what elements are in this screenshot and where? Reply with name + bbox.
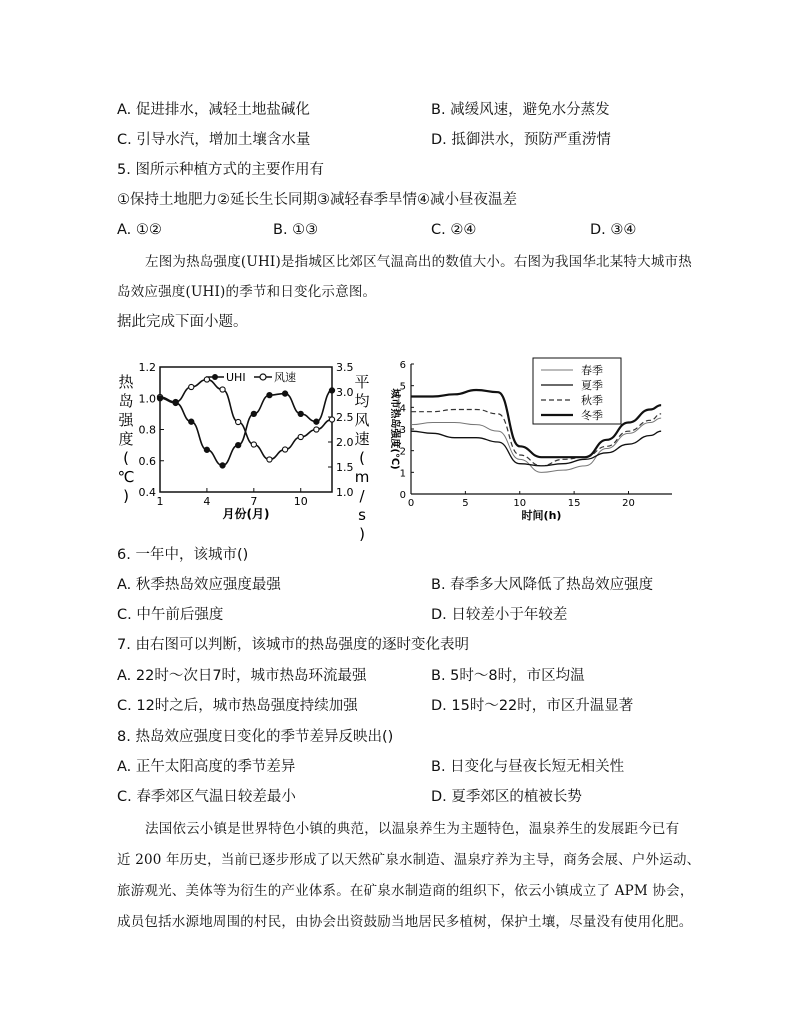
left-ytick-label: 1.2 [138, 361, 156, 374]
intro-line-1: 左图为热岛强度(UHI)是指城区比郊区气温高出的数值大小。右图为我国华北某特大城市热 [145, 254, 692, 270]
uhi-series-point [329, 388, 334, 393]
wind-series-point [298, 434, 303, 439]
left-x-axis-title: 月份(月) [222, 507, 270, 521]
wind-series-line [160, 380, 332, 460]
legend-label-2: 夏季 [581, 379, 603, 392]
q5-option-a: A. ①② [117, 222, 162, 238]
right-y-axis-title-char: 速 [354, 430, 370, 448]
uhi-series-point [189, 419, 194, 424]
intro-line-3: 据此完成下面小题。 [117, 314, 248, 330]
intro-line-2: 岛效应强度(UHI)的季节和日变化示意图。 [117, 284, 377, 300]
uhi-series-line [160, 390, 332, 465]
passage-line-4: 成员包括水源地周围的村民，由协会出资鼓励当地居民多植树，保护土壤，尽量没有使用化肥。 [117, 914, 693, 930]
xtick-label: 10 [513, 498, 527, 509]
right-ytick-label: 3.0 [336, 386, 354, 399]
passage-line-2: 近 200 年历史，当前已逐步形成了以天然矿泉水制造、温泉疗养为主导，商务会展、户外运动、 [117, 852, 701, 868]
legend-wind-label: 风速 [274, 371, 296, 384]
left-xtick-label: 7 [250, 495, 258, 508]
left-xtick-label: 4 [203, 495, 211, 508]
q5-option-c: C. ②④ [431, 222, 477, 238]
right-y-axis-title-char: 风 [354, 411, 370, 429]
x-axis-title: 时间(h) [521, 509, 562, 522]
left-y-axis-title-char: 强 [118, 411, 134, 429]
passage-line-1: 法国依云小镇是世界特色小镇的典范，以温泉养生为主题特色，温泉养生的发展距今已有 [145, 821, 680, 837]
uhi-series-point [298, 411, 303, 416]
left-ytick-label: 0.6 [138, 454, 156, 468]
wind-series-point [282, 447, 287, 452]
q6-stem: 6. 一年中，该城市() [117, 547, 249, 563]
q7-option-c: C. 12时之后，城市热岛强度持续加强 [117, 698, 358, 714]
left-xtick-label: 10 [293, 495, 308, 508]
right-y-axis-title-char: ( [359, 449, 365, 467]
left-y-axis-title-char: 度 [118, 430, 134, 448]
q4-option-b: B. 减缓风速，避免水分蒸发 [431, 102, 610, 118]
ytick-label: 6 [399, 360, 406, 371]
uhi-wind-chart [112, 355, 382, 543]
right-y-axis-title-char: s [358, 506, 366, 524]
q7-stem: 7. 由右图可以判断，该城市的热岛强度的逐时变化表明 [117, 637, 469, 653]
uhi-series-point [204, 447, 209, 452]
uhi-series-point [314, 419, 319, 424]
wind-series-point [314, 427, 319, 432]
q4-option-c: C. 引导水汽，增加土壤含水量 [117, 132, 311, 148]
q7-option-b: B. 5时～8时，市区均温 [431, 668, 585, 684]
right-y-axis-title-char: m [354, 468, 370, 486]
right-y-axis-title-char: / [359, 487, 365, 505]
q6-option-c: C. 中午前后强度 [117, 607, 224, 623]
legend-uhi-label: UHI [226, 371, 246, 384]
series-line-2 [411, 431, 661, 466]
q7-option-a: A. 22时～次日7时，城市热岛环流最强 [117, 668, 367, 684]
uhi-series-point [251, 411, 256, 416]
left-ytick-label: 1.0 [138, 392, 156, 406]
q5-items: ①保持土地肥力②延长生长同期③减轻春季旱情④减小昼夜温差 [117, 192, 517, 208]
wind-series-point [329, 417, 334, 422]
q8-option-b: B. 日变化与昼夜长短无相关性 [431, 759, 625, 775]
legend-wind-marker [260, 374, 266, 380]
uhi-series-point [157, 396, 162, 401]
wind-series-point [189, 384, 194, 389]
uhi-series-point [282, 391, 287, 396]
passage-line-3: 旅游观光、美体等为衍生的产业体系。在矿泉水制造商的组织下，依云小镇成立了 APM 协会， [117, 883, 694, 899]
left-ytick-label: 0.8 [138, 423, 156, 437]
left-y-axis-title-char: 岛 [118, 392, 134, 410]
left-y-axis-title-char: ℃ [117, 468, 135, 486]
right-y-axis-title-char: 均 [354, 392, 370, 410]
q6-option-d: D. 日较差小于年较差 [431, 607, 568, 623]
q5-option-d: D. ③④ [590, 222, 637, 238]
wind-series-point [236, 419, 241, 424]
wind-series-point [204, 377, 209, 382]
right-ytick-label: 3.5 [336, 361, 354, 374]
q8-option-c: C. 春季郊区气温日较差最小 [117, 789, 296, 805]
wind-series-point [220, 387, 225, 392]
right-y-axis-title-char: 平 [354, 373, 370, 391]
left-xtick-label: 1 [156, 495, 164, 508]
legend-label-4: 冬季 [581, 409, 603, 422]
q8-option-a: A. 正午太阳高度的季节差异 [117, 759, 296, 775]
q6-option-b: B. 春季多大风降低了热岛效应强度 [431, 577, 654, 593]
q7-option-d: D. 15时～22时，市区升温显著 [431, 698, 634, 714]
ytick-label: 4 [399, 403, 406, 415]
ytick-label: 3 [399, 425, 406, 436]
q5-stem: 5. 图所示种植方式的主要作用有 [117, 162, 324, 178]
xtick-label: 20 [622, 498, 635, 509]
left-y-axis-title-char: ) [123, 487, 129, 505]
right-ytick-label: 2.0 [336, 436, 354, 449]
q8-stem: 8. 热岛效应强度日变化的季节差异反映出() [117, 729, 394, 745]
wind-series-point [267, 457, 272, 462]
q5-option-b: B. ①③ [273, 222, 319, 238]
q4-option-a: A. 促进排水，减轻土地盐碱化 [117, 102, 310, 118]
seasonal-diurnal-chart [375, 352, 685, 527]
xtick-label: 15 [567, 498, 581, 509]
uhi-series-point [220, 463, 225, 468]
left-y-axis-title-char: 热 [118, 373, 134, 391]
ytick-label: 5 [399, 381, 406, 393]
legend-label-3: 秋季 [581, 394, 603, 407]
ytick-label: 0 [399, 490, 406, 501]
ytick-label: 1 [399, 468, 406, 480]
uhi-series-point [267, 393, 272, 398]
left-ytick-label: 0.4 [138, 486, 156, 499]
right-ytick-label: 1.0 [336, 486, 354, 499]
uhi-series-point [173, 400, 178, 405]
left-y-axis-title-char: ( [123, 449, 129, 467]
legend-uhi-marker [212, 374, 218, 380]
xtick-label: 0 [407, 498, 415, 509]
q6-option-a: A. 秋季热岛效应强度最强 [117, 577, 281, 593]
wind-series-point [251, 442, 256, 447]
right-ytick-label: 1.5 [336, 461, 354, 474]
q4-option-d: D. 抵御洪水，预防严重涝情 [431, 132, 611, 148]
ytick-label: 2 [399, 446, 406, 458]
y-axis-title: 城市热岛强度(℃) [389, 388, 400, 470]
xtick-label: 5 [462, 498, 469, 509]
right-ytick-label: 2.5 [336, 411, 354, 424]
uhi-series-point [236, 443, 241, 448]
right-y-axis-title-char: ) [359, 525, 365, 543]
q8-option-d: D. 夏季郊区的植被长势 [431, 789, 582, 805]
legend-label-1: 春季 [581, 364, 603, 377]
